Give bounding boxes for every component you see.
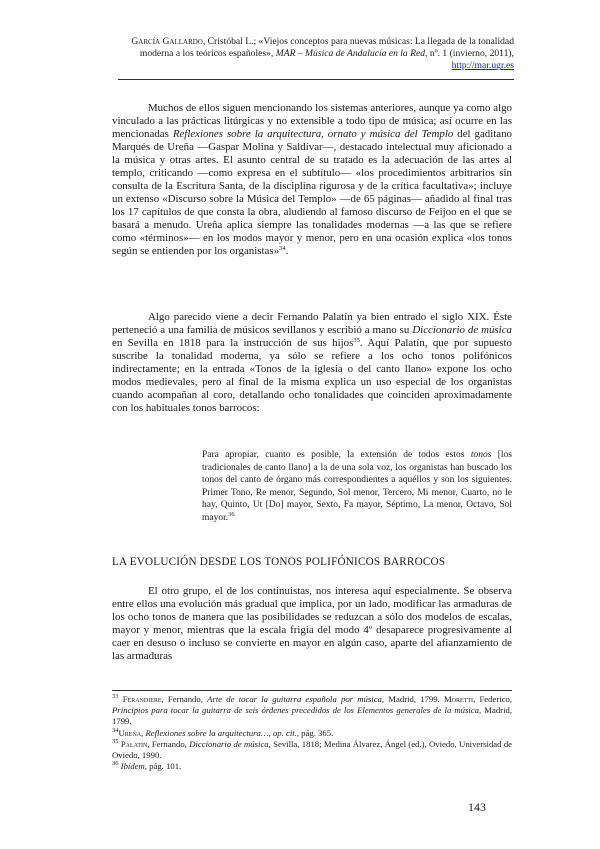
footnote-number: 34: [112, 726, 119, 734]
footnote-text: , pág. 101.: [144, 761, 182, 772]
footnote-text: , Fernando,: [147, 738, 187, 749]
header-issue: , nº. 1 (invierno, 2011),: [425, 48, 514, 60]
p2-text-b: en Sevilla en 1818 para la instrucción de sus hijos: [112, 337, 354, 349]
footnote-text: ,: [141, 727, 144, 738]
quote-text-b: [los tradicionales de canto llano] a la de una sola voz, los organistas han buscado los tonos del canto de órgano más correspondientes a aquéllos y son los siguientes. Primer Tono, Re menor, Segundo, Sol menor, Tercero, Mi menor, Cuarto, no le hay, Quinto, Ut [Do] mayor, Sexto, Fa mayor, Séptimo, La menor, Octavo, Sol mayor.: [202, 450, 512, 523]
quote-italic-word: tonos: [470, 450, 492, 460]
footnote-opcit: op. cit.: [272, 727, 297, 738]
p2-text-a: Algo parecido viene a decir Fernando Palatín ya bien entrado el siglo XIX. Éste perteneció a una familia de músicos sevillanos y escribió a mano su: [112, 311, 512, 336]
footnote-title: Ibídem: [120, 761, 145, 772]
footnote-rule: [112, 690, 512, 691]
paragraph-2: [112, 311, 512, 415]
header-citation: , Cristóbal L.; «Viejos conceptos para nuevas músicas: La llegada de la tonalidad moderna a los teóricos españoles»,: [139, 36, 514, 60]
footnote-text: , Madrid, 1799.: [112, 705, 513, 727]
footnote-number: 35: [112, 737, 119, 745]
header-rule: [118, 79, 514, 80]
footnote-ref-35[interactable]: 35: [353, 337, 360, 344]
footnote-author: Ferandiere: [122, 694, 162, 704]
footnote-33: [112, 694, 512, 728]
block-quote: [202, 449, 512, 525]
footnote-title: Arte de tocar la guitarra española por música: [207, 694, 382, 704]
p2-title-italic: Diccionario de música: [412, 324, 512, 336]
footnotes: [112, 694, 512, 772]
footnote-author: Palatín: [120, 738, 148, 749]
footnote-text: , Fernando,: [161, 694, 203, 704]
header-journal: MAR – Música de Andalucía en la Red: [275, 48, 426, 60]
footnote-ref-36[interactable]: 36: [228, 510, 235, 518]
footnote-34: [112, 728, 512, 739]
footnote-text: ,: [268, 727, 271, 738]
p3-text: El otro grupo, el de los continuistas, nos interesa aquí especialmente. Se observa entre ellos una evolución más gradual que implica, por un lado, modificar las armaduras de los ocho tonos de manera que las posibilidades se reduzcan a sólo dos modelos de escalas, mayor y menor, mientras que la escala frigia del modo 4º desaparece progresivamente al caer en desuso o incluso se convierte en mayor en algún caso, aparte del afianzamiento de las armaduras: [112, 585, 512, 662]
p1-title-italic: Reflexiones sobre la arquitectura, ornato y música del Templo: [172, 128, 454, 140]
paragraph-3: [112, 585, 512, 663]
footnote-author: Moretti: [444, 694, 474, 704]
footnote-text: , pág. 365.: [296, 727, 334, 738]
section-heading: LA EVOLUCIÓN DESDE LOS TONOS POLIFÓNICOS BARROCOS: [112, 556, 446, 568]
header-url-link[interactable]: http://mar.ugr.es: [451, 60, 514, 72]
footnote-title: Principios para tocar la guitarra de seis órdenes precedidos de los Elementos generales de la música: [112, 705, 479, 716]
page-number: 143: [468, 800, 486, 814]
footnote-number: 36: [112, 760, 119, 768]
p1-text-a: Muchos de ellos siguen mencionando los sistemas anteriores, aunque ya como algo vinculado a las prácticas litúrgicas y no extensible a todo tipo de música; así ocurre en las mencionadas: [112, 102, 512, 140]
footnote-text: , Federico,: [473, 694, 513, 704]
footnote-36: [112, 761, 512, 772]
footnote-text: , Madrid, 1799.: [381, 694, 440, 704]
footnote-35: [112, 739, 512, 761]
header-author: García Gallardo: [131, 36, 203, 47]
quote-text-a: Para apropiar, cuanto es posible, la extensión de todos estos: [202, 450, 465, 460]
paragraph-1: [112, 102, 512, 258]
running-header: [118, 36, 514, 73]
footnote-text: , Sevilla, 1818; Medina Álvarez, Ángel (ed.), Oviedo, Universidad de Oviedo, 1990.: [112, 738, 513, 761]
footnote-title: Diccionario de música: [189, 738, 269, 749]
p1-text-b: del gaditano Marqués de Ureña —Gaspar Molina y Saldívar—, destacado intelectual muy aficionado a la música y otras artes. El asunto central de su tratado es la adecuación de las artes al templo, criticando —como expresa en el subtítulo— «los procedimientos arbitrarios sin consulta de la Escritura Santa, de la disciplina rigurosa y de la crítica facultativa»; incluye un extenso «Discurso sobre la Música del Templo» —de 65 páginas— añadido al final tras los 17 capítulos de que consta la obra, aludiendo al famoso discurso de Feijoo en el que se basará a menudo. Ureña aplica siempre las tonalidades modernas —a las que se refiere como «términos»— en los modos mayor y menor, pero en una ocasión explica «los tonos según se entienden por los organistas»: [112, 128, 512, 257]
footnote-number: 33: [112, 693, 119, 700]
footnote-ref-34[interactable]: 34: [279, 245, 286, 252]
p1-text-c: .: [285, 245, 289, 257]
footnote-author: Ureña: [118, 727, 142, 738]
p2-text-c: . Aquí Palatín, que por supuesto suscribe la tonalidad moderna, ya sólo se refiere a los ocho tonos polifónicos indirectamente; en la entrada «Tonos de la iglesia o del canto llano» expone los ocho modos medievales, pero al final de la misma explica un uso especial de los organistas cuando acompañan al coro, detallando ocho tonalidades que coinciden aproximadamente con los habituales tonos barrocos:: [112, 337, 512, 414]
footnote-title: Reflexiones sobre la arquitectura…: [145, 727, 269, 738]
